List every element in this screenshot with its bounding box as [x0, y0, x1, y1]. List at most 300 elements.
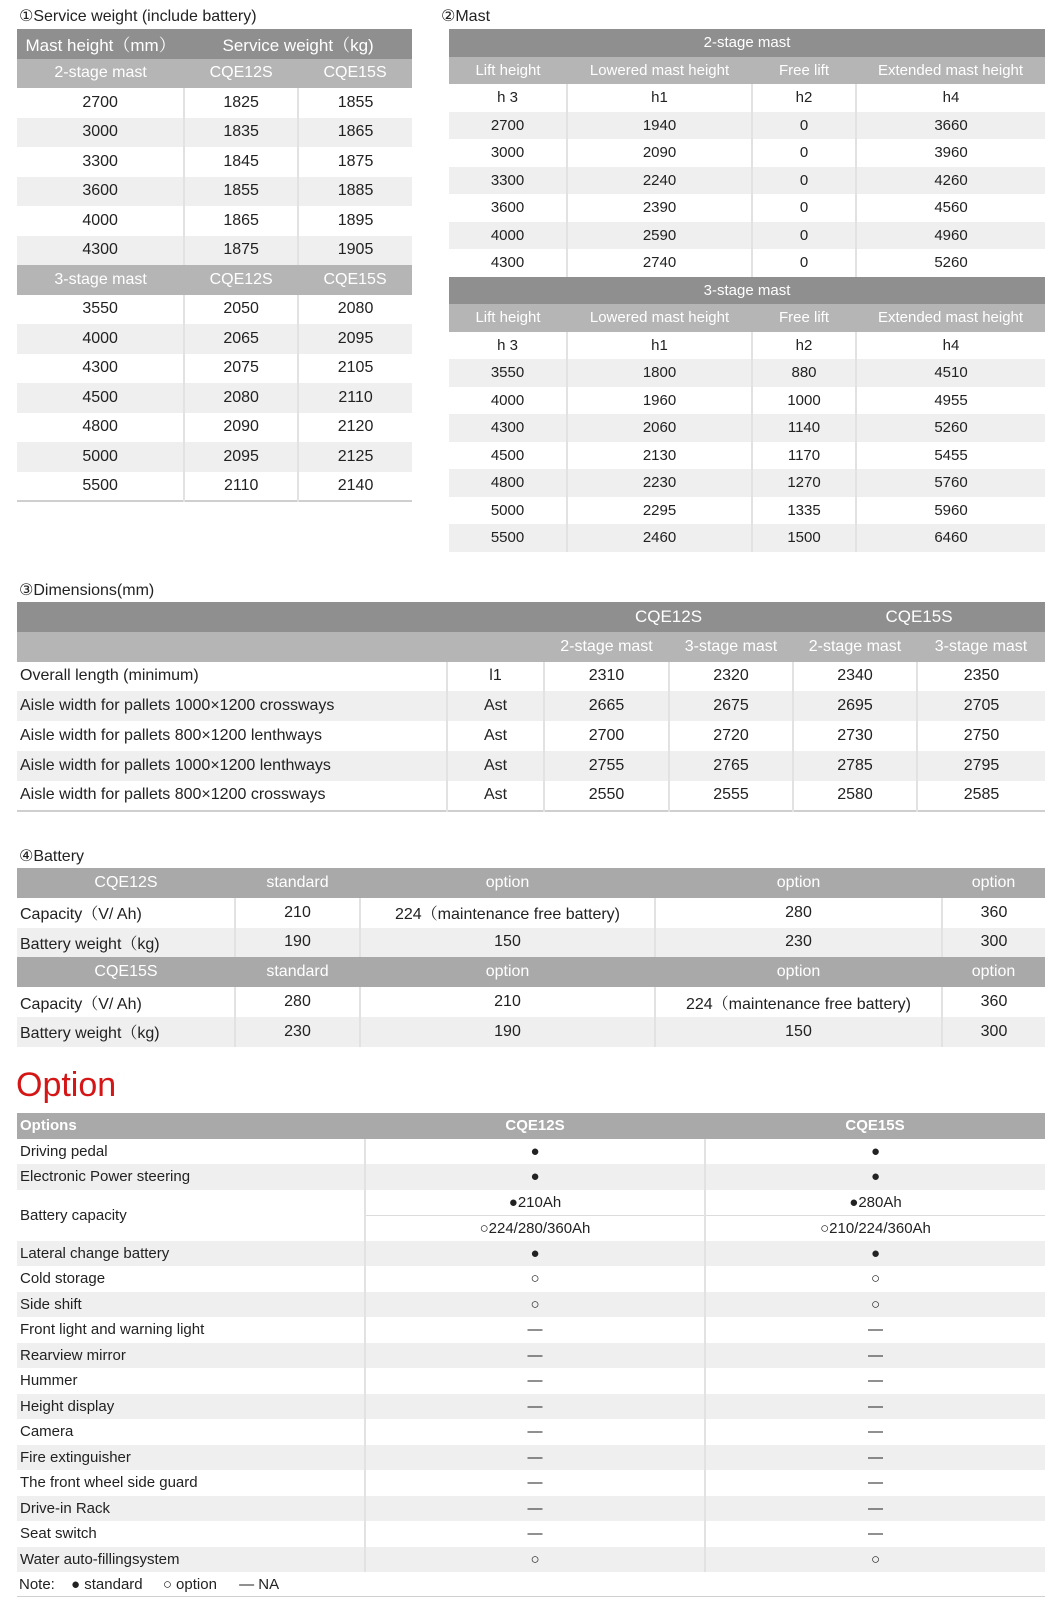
mast-cell: 2590	[567, 222, 752, 250]
mast-symbol: h 3	[449, 84, 567, 112]
mast-cell: 0	[752, 249, 856, 277]
sw-cell: 1895	[298, 206, 412, 236]
option-mark: —	[365, 1317, 705, 1343]
option-mark: ●	[365, 1164, 705, 1190]
option-label: Rearview mirror	[17, 1343, 365, 1369]
sw-cell: 2700	[17, 88, 184, 118]
sw-group-row	[17, 59, 412, 89]
dim-value: 2785	[793, 751, 917, 781]
mast-column-head: Free lift	[752, 304, 856, 332]
table-row	[17, 751, 1045, 781]
option-mark: —	[705, 1496, 1045, 1522]
dim-value: 2585	[963, 786, 1000, 804]
table-row	[17, 1470, 1045, 1496]
mast-cell: 0	[752, 167, 856, 195]
option-mark: ●210Ah	[365, 1190, 705, 1216]
option-mark: ○	[365, 1547, 705, 1573]
dim-symbol: Ast	[447, 721, 544, 751]
option-mark: —	[705, 1343, 1045, 1369]
option-mark: —	[705, 1445, 1045, 1471]
option-mark: —	[365, 1368, 705, 1394]
mast-group-name: 3-stage mast	[449, 277, 1045, 305]
dim-value: 2700	[544, 721, 669, 751]
mast-cell: 4955	[934, 391, 968, 409]
mast-column-head: Extended mast height	[856, 304, 1045, 332]
table-row	[17, 118, 412, 148]
battery-weight-row	[17, 1017, 1045, 1047]
mast-symbol-row	[449, 332, 1045, 360]
battery-model: CQE12S	[17, 868, 235, 898]
mast-cell: 0	[752, 139, 856, 167]
table-row	[17, 691, 1045, 721]
service-weight-table	[17, 29, 412, 502]
option-mark: ○	[365, 1266, 705, 1292]
option-heading: Option	[16, 1066, 117, 1104]
mast-cell: 3600	[449, 194, 567, 222]
dim-value: 2705	[917, 691, 1045, 721]
option-label: Front light and warning light	[17, 1317, 365, 1343]
mast-cell: 4000	[449, 222, 567, 250]
option-label: The front wheel side guard	[17, 1470, 365, 1496]
option-mark: ○	[705, 1547, 1045, 1573]
mast-cell: 3550	[449, 359, 567, 387]
sw-cell: 2095	[184, 442, 298, 472]
mast-cell: 2090	[567, 139, 752, 167]
table-row	[449, 414, 1045, 442]
battery-head: option	[655, 957, 942, 987]
option-mark: —	[868, 1525, 883, 1543]
dim-head-model: CQE12S	[544, 602, 793, 632]
mast-cell: 2460	[567, 524, 752, 552]
dim-value: 2580	[793, 781, 917, 811]
mast-cell: 5760	[856, 469, 1045, 497]
dim-value: 2750	[963, 727, 1000, 745]
battery-weight: 150	[655, 1017, 942, 1047]
mast-cell: 1170	[752, 442, 856, 470]
battery-model: CQE15S	[17, 957, 235, 987]
table-row	[17, 147, 412, 177]
table-row	[449, 359, 1045, 387]
battery-weight: 300	[942, 928, 1045, 958]
dim-label: Aisle width for pallets 800×1200 crossways	[17, 781, 447, 811]
option-mark: ○224/280/360Ah	[365, 1215, 705, 1241]
sw-cell: 2140	[298, 472, 412, 502]
option-mark: ○	[705, 1292, 1045, 1318]
mast-cell: 1140	[752, 414, 856, 442]
option-mark: —	[365, 1394, 705, 1420]
option-mark: —	[365, 1496, 705, 1522]
sw-cell: 1835	[184, 118, 298, 148]
mast-cell: 3000	[449, 139, 567, 167]
sw-group-name: 3-stage mast	[17, 265, 184, 295]
option-label: Cold storage	[17, 1266, 365, 1292]
mast-column-head: Lowered mast height	[567, 304, 752, 332]
option-mark: ●	[365, 1241, 705, 1267]
options-head: CQE15S	[705, 1113, 1045, 1139]
table-row	[17, 1496, 1045, 1522]
sw-cell: 4800	[17, 413, 184, 443]
sw-cell: 1825	[184, 88, 298, 118]
sw-cell: 1865	[298, 118, 412, 148]
option-label: Battery capacity	[17, 1190, 365, 1241]
table-row	[17, 88, 412, 118]
table-row	[17, 383, 412, 413]
table-row	[17, 236, 412, 266]
mast-cell: 1800	[567, 359, 752, 387]
battery-weight-row	[17, 928, 1045, 958]
option-mark: —	[868, 1372, 883, 1390]
dim-head-model: CQE15S	[793, 602, 1045, 632]
dim-value: 2350	[963, 667, 1000, 685]
mast-cell: 5000	[449, 497, 567, 525]
table-row	[449, 524, 1045, 552]
note-na: — NA	[239, 1576, 280, 1593]
mast-cell: 5960	[934, 501, 968, 519]
sw-cell: 1855	[298, 88, 412, 118]
battery-weight-label: Battery weight（kg)	[17, 1017, 235, 1047]
battery-weight: 300	[942, 1017, 1045, 1047]
option-label: Height display	[17, 1394, 365, 1420]
battery-capacity: 224（maintenance free battery)	[360, 898, 655, 928]
mast-symbol: h2	[752, 332, 856, 360]
mast-cell: 6460	[856, 524, 1045, 552]
mast-cell: 4300	[449, 249, 567, 277]
dim-value: 2695	[793, 691, 917, 721]
battery-capacity: 224（maintenance free battery)	[655, 987, 942, 1017]
table-row	[449, 167, 1045, 195]
option-mark: —	[705, 1394, 1045, 1420]
battery-capacity: 280	[655, 898, 942, 928]
sw-cell: 2125	[298, 442, 412, 472]
battery-head-row	[17, 868, 1045, 898]
option-label: Water auto-fillingsystem	[17, 1547, 365, 1573]
dim-symbol: Ast	[447, 691, 544, 721]
dim-value: 2755	[544, 751, 669, 781]
option-mark: ●280Ah	[849, 1193, 902, 1211]
mast-table	[449, 29, 1045, 552]
table-row	[17, 442, 412, 472]
battery-weight: 230	[655, 928, 942, 958]
battery-capacity-label: Capacity（V/ Ah)	[17, 898, 235, 928]
mast-cell: 1335	[752, 497, 856, 525]
mast-cell: 4560	[934, 199, 968, 217]
dimensions-table	[17, 602, 1045, 812]
dim-label: Overall length (minimum)	[17, 662, 447, 692]
sw-cell: 2080	[298, 295, 412, 325]
dim-subhead: 3-stage mast	[917, 632, 1045, 662]
dim-symbol: Ast	[447, 781, 544, 811]
sw-head-service-weight: Service weight（kg)	[184, 29, 412, 59]
sw-cell: 3600	[17, 177, 184, 207]
mast-cell: 880	[752, 359, 856, 387]
options-head: CQE12S	[365, 1113, 705, 1139]
table-row	[17, 1419, 1045, 1445]
mast-symbol: h1	[567, 84, 752, 112]
battery-weight: 190	[360, 1017, 655, 1047]
option-label: Driving pedal	[17, 1139, 365, 1165]
dim-subhead-blank	[447, 632, 544, 662]
mast-title: ②Mast	[441, 8, 491, 25]
legend-note	[19, 1576, 283, 1593]
mast-cell: 1960	[567, 387, 752, 415]
table-row	[17, 1547, 1045, 1573]
sw-cell: 2110	[298, 383, 412, 413]
battery-capacity-label: Capacity（V/ Ah)	[17, 987, 235, 1017]
battery-head: standard	[235, 868, 360, 898]
table-row	[449, 249, 1045, 277]
battery-capacity-row	[17, 898, 1045, 928]
table-row	[17, 354, 412, 384]
sw-cell: 1875	[298, 147, 412, 177]
battery-weight: 150	[360, 928, 655, 958]
table-row	[17, 472, 412, 502]
dimensions-title: ③Dimensions(mm)	[19, 582, 155, 599]
option-mark: ●	[870, 1142, 881, 1160]
dim-value: 2555	[669, 781, 793, 811]
sw-cell: 5500	[17, 472, 184, 502]
mast-cell: 2240	[567, 167, 752, 195]
sw-group-name: 2-stage mast	[17, 59, 184, 89]
option-mark: ○	[870, 1270, 881, 1288]
sw-cell: 2065	[184, 324, 298, 354]
dim-symbol: l1	[447, 662, 544, 692]
sw-cell: 3000	[17, 118, 184, 148]
option-mark: —	[365, 1521, 705, 1547]
table-row	[449, 387, 1045, 415]
battery-weight-label: Battery weight（kg)	[17, 928, 235, 958]
dim-subhead-blank	[17, 632, 447, 662]
mast-cell: 3300	[449, 167, 567, 195]
sw-cell: 4300	[17, 354, 184, 384]
battery-capacity-row	[17, 1190, 1045, 1216]
table-row	[17, 1343, 1045, 1369]
mast-symbol: h4	[942, 89, 960, 107]
mast-cell: 0	[752, 112, 856, 140]
dim-symbol: Ast	[447, 751, 544, 781]
battery-capacity: 280	[235, 987, 360, 1017]
dim-value: 2310	[544, 662, 669, 692]
dim-value: 2795	[917, 751, 1045, 781]
mast-cell: 2390	[567, 194, 752, 222]
mast-column-head: Free lift	[752, 57, 856, 85]
table-row	[17, 1164, 1045, 1190]
option-mark: ●	[365, 1139, 705, 1165]
mast-cell: 2740	[567, 249, 752, 277]
mast-cell: 5455	[934, 446, 968, 464]
mast-group-name: 2-stage mast	[449, 29, 1045, 57]
mast-cell: 0	[752, 194, 856, 222]
mast-column-head: Extended mast height	[856, 57, 1045, 85]
sw-cell: 2050	[184, 295, 298, 325]
note-standard: ● standard	[71, 1576, 143, 1593]
dim-label: Aisle width for pallets 1000×1200 lenthways	[17, 751, 447, 781]
sw-cell: 2110	[184, 472, 298, 502]
sw-cell: 2105	[298, 354, 412, 384]
mast-cell: 2700	[449, 112, 567, 140]
table-row	[17, 662, 1045, 692]
battery-head: option	[360, 957, 655, 987]
bottom-divider	[17, 1596, 1045, 1597]
mast-group-row	[449, 29, 1045, 57]
mast-cell: 2295	[567, 497, 752, 525]
sw-cell: 1885	[298, 177, 412, 207]
battery-capacity: 360	[980, 993, 1008, 1011]
table-row	[17, 1266, 1045, 1292]
table-row	[17, 1394, 1045, 1420]
option-label: Hummer	[17, 1368, 365, 1394]
sw-cell: 3300	[17, 147, 184, 177]
dim-subhead: 3-stage mast	[669, 632, 793, 662]
option-mark: ●	[705, 1241, 1045, 1267]
sw-cell: 4000	[17, 324, 184, 354]
sw-group-col: CQE15S	[298, 265, 412, 295]
sw-cell: 1845	[184, 147, 298, 177]
sw-cell: 1855	[184, 177, 298, 207]
mast-cell: 2060	[567, 414, 752, 442]
service-weight-title: ①Service weight (include battery)	[19, 8, 257, 25]
sw-cell: 4300	[17, 236, 184, 266]
option-label: Fire extinguisher	[17, 1445, 365, 1471]
battery-head: option	[942, 868, 1045, 898]
mast-cell: 4260	[856, 167, 1045, 195]
mast-cell: 5260	[934, 254, 968, 272]
battery-head-row	[17, 957, 1045, 987]
table-row	[17, 1241, 1045, 1267]
table-row	[17, 1292, 1045, 1318]
options-header-row	[17, 1113, 1045, 1139]
mast-cell: 4300	[449, 414, 567, 442]
mast-group-row	[449, 277, 1045, 305]
option-mark: —	[868, 1321, 883, 1339]
battery-head: option	[360, 868, 655, 898]
sw-cell: 1905	[298, 236, 412, 266]
option-mark: —	[365, 1343, 705, 1369]
dim-value: 2765	[669, 751, 793, 781]
mast-columns-row	[449, 57, 1045, 85]
dim-value: 2320	[669, 662, 793, 692]
note-option: ○ option	[162, 1576, 217, 1593]
sw-cell: 2095	[298, 324, 412, 354]
battery-weight: 190	[235, 928, 360, 958]
mast-cell: 1940	[567, 112, 752, 140]
mast-symbol: h2	[752, 84, 856, 112]
option-mark: —	[868, 1474, 883, 1492]
mast-cell: 4800	[449, 469, 567, 497]
battery-head: option	[942, 957, 1045, 987]
battery-title: ④Battery	[19, 848, 85, 865]
option-label: Electronic Power steering	[17, 1164, 365, 1190]
table-row	[17, 1139, 1045, 1165]
dim-head-blank	[17, 602, 447, 632]
sw-cell: 2090	[184, 413, 298, 443]
sw-cell: 4500	[17, 383, 184, 413]
option-label: Seat switch	[17, 1521, 365, 1547]
battery-head: standard	[235, 957, 360, 987]
sw-group-col: CQE12S	[184, 59, 298, 89]
option-mark: ○210/224/360Ah	[705, 1215, 1045, 1241]
sw-cell: 2080	[184, 383, 298, 413]
dim-label: Aisle width for pallets 1000×1200 crossways	[17, 691, 447, 721]
mast-cell: 3660	[856, 112, 1045, 140]
mast-cell: 3960	[934, 144, 968, 162]
table-row	[449, 497, 1045, 525]
mast-cell: 1270	[752, 469, 856, 497]
sw-cell: 3550	[17, 295, 184, 325]
mast-cell: 1500	[752, 524, 856, 552]
table-row	[17, 1445, 1045, 1471]
table-row	[17, 781, 1045, 811]
dim-value: 2550	[544, 781, 669, 811]
sw-group-row	[17, 265, 412, 295]
mast-cell: 4000	[449, 387, 567, 415]
sw-group-col: CQE15S	[298, 59, 412, 89]
table-row	[449, 194, 1045, 222]
battery-capacity: 210	[360, 987, 655, 1017]
sw-cell: 2075	[184, 354, 298, 384]
option-label: Drive-in Rack	[17, 1496, 365, 1522]
mast-cell: 0	[752, 222, 856, 250]
mast-column-head: Lift height	[449, 57, 567, 85]
mast-cell: 2130	[567, 442, 752, 470]
mast-cell: 4500	[449, 442, 567, 470]
option-mark: —	[365, 1470, 705, 1496]
mast-symbol: h 3	[449, 332, 567, 360]
table-row	[449, 139, 1045, 167]
mast-cell: 4510	[856, 359, 1045, 387]
mast-symbol: h1	[567, 332, 752, 360]
table-row	[449, 112, 1045, 140]
dim-subhead: 2-stage mast	[793, 632, 917, 662]
mast-symbol: h4	[942, 336, 960, 354]
table-row	[17, 295, 412, 325]
option-label: Lateral change battery	[17, 1241, 365, 1267]
option-label: Camera	[17, 1419, 365, 1445]
table-row	[17, 1521, 1045, 1547]
table-row	[17, 1368, 1045, 1394]
mast-column-head: Lowered mast height	[567, 57, 752, 85]
option-mark: —	[365, 1419, 705, 1445]
battery-weight: 230	[235, 1017, 360, 1047]
battery-capacity: 360	[980, 903, 1008, 921]
dim-value: 2665	[544, 691, 669, 721]
table-row	[17, 721, 1045, 751]
note-prefix: Note:	[19, 1576, 55, 1593]
table-row	[449, 442, 1045, 470]
options-head: Options	[17, 1113, 365, 1139]
table-row	[449, 469, 1045, 497]
dim-label: Aisle width for pallets 800×1200 lenthways	[17, 721, 447, 751]
table-row	[449, 222, 1045, 250]
sw-cell: 5000	[17, 442, 184, 472]
sw-head-mast-height: Mast height（mm）	[17, 29, 184, 59]
sw-cell: 2120	[298, 413, 412, 443]
mast-cell: 4960	[856, 222, 1045, 250]
battery-table	[17, 868, 1045, 1047]
sw-cell: 4000	[17, 206, 184, 236]
dim-value: 2340	[793, 662, 917, 692]
option-mark: —	[365, 1445, 705, 1471]
sw-cell: 1875	[184, 236, 298, 266]
option-mark: ○	[365, 1292, 705, 1318]
option-mark: ●	[705, 1164, 1045, 1190]
mast-symbol-row	[449, 84, 1045, 112]
option-label: Side shift	[17, 1292, 365, 1318]
dim-value: 2675	[669, 691, 793, 721]
battery-head: option	[655, 868, 942, 898]
dim-subhead: 2-stage mast	[544, 632, 669, 662]
table-row	[17, 206, 412, 236]
battery-capacity: 210	[235, 898, 360, 928]
